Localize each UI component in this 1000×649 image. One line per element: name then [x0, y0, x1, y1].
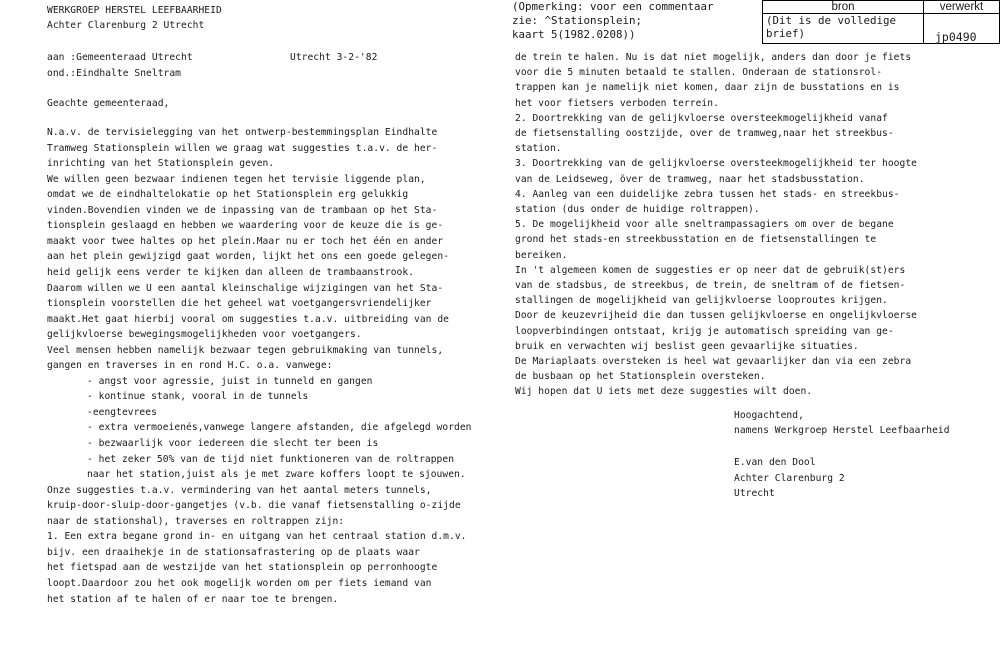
- text-line: 4. Aanleg van een duidelijke zebra tussen het stads- en streekbus-: [515, 188, 900, 200]
- text-line: vinden.Bovendien vinden we de inpassing van de trambaan op het Sta-: [47, 204, 438, 216]
- text-line: kruip-door-sluip-door-gangetjes (v.b. die vanaf fietsenstalling o-zijde: [47, 500, 461, 512]
- text-line: Door de keuzevrijheid die dan tussen gelijkvloerse en ongelijkvloerse: [515, 310, 917, 322]
- text-line: station (dus onder de huidige roltrappen).: [515, 204, 760, 215]
- text-line: 1. Een extra begane grond in- en uitgang van het centraal station d.m.v.: [47, 531, 467, 543]
- text-line: N.a.v. de tervisielegging van het ontwerp-bestemmingsplan Eindhalte: [47, 127, 438, 138]
- text-line: voor die 5 minuten betaald te stallen. Onderaan de stationsrol-: [515, 67, 883, 79]
- text-line: maakt.Het gaat hierbij vooral om suggesties t.a.v. uitbreiding van de: [47, 313, 449, 325]
- text-line: bijv. een draaihekje in de stationsafrastering op de plaats waar: [47, 546, 420, 558]
- text-line: - angst voor agressie, juist in tunneld en gangen: [87, 375, 373, 387]
- text-line: maakt voor twee haltes op het plein.Maar nu er toch het één en ander: [47, 235, 444, 247]
- text-line: inrichting van het Stationsplein geven.: [47, 158, 275, 170]
- text-line: - kontinue stank, vooral in de tunnels: [87, 391, 309, 403]
- annotation-line: (Opmerking: voor een commentaar: [512, 0, 714, 13]
- signatory-name: E.van den Dool: [734, 457, 816, 468]
- text-line: 2. Doortrekking van de gelijkvloerse oversteekmogelijkheid vanaf: [515, 112, 888, 124]
- text-line: station.: [515, 143, 562, 155]
- text-line: De Mariaplaats oversteken is heel wat gevaarlijker dan via een zebra: [515, 356, 912, 367]
- source-text-line: brief): [766, 27, 806, 40]
- text-line: 3. Doortrekking van de gelijkvloerse oversteekmogelijkheid ter hoogte: [515, 158, 917, 170]
- text-line: trappen kan je namelijk niet komen, daar zijn de busstations en is: [515, 82, 900, 94]
- text-line: - het zeker 50% van de tijd niet funktioneren van de roltrappen: [87, 453, 455, 465]
- text-line: het fietspad aan de westzijde van het stationsplein op perronhoogte: [47, 562, 438, 574]
- closing-greeting: Hoogachtend,: [734, 410, 804, 421]
- archive-annotation: [512, 0, 762, 42]
- text-line: het voor fietsers verboden terrein.: [515, 97, 719, 109]
- text-line: heid gelijk eens verder te kijken dan alleen de trambaanstrook.: [47, 266, 415, 278]
- text-line: gelijkvloerse bewegingsmogelijkheden voor voetgangers.: [47, 329, 362, 341]
- organization-address: Achter Clarenburg 2 Utrecht: [47, 20, 205, 31]
- text-line: - extra vermoeienés,vanwege langere afstanden, die afgelegd worden: [87, 422, 472, 434]
- text-line: In 't algemeen komen de suggesties er op neer dat de gebruik(st)ers: [515, 264, 906, 276]
- signatory-street: Achter Clarenburg 2: [734, 473, 845, 484]
- text-line: - bezwaarlijk voor iedereen die slecht ter been is: [87, 438, 379, 449]
- source-label: bron: [762, 0, 924, 14]
- text-line: loopverbindingen ontstaat, krijg je automatisch spreiding van ge-: [515, 325, 894, 337]
- text-line: tionsplein voorstellen die het geheel wat voetgangersvriendelijker: [47, 298, 432, 310]
- text-line: de busbaan op het Stationsplein oversteken.: [515, 371, 766, 383]
- text-line: het station af te halen of er naar toe te brengen.: [47, 593, 339, 605]
- annotation-line: zie: ^Stationsplein;: [512, 14, 643, 27]
- processed-label: verwerkt: [923, 0, 1000, 14]
- source-cell: [762, 13, 924, 44]
- text-line: van de stadsbus, de streekbus, de trein, de sneltram of de fietsen-: [515, 280, 906, 291]
- text-line: Onze suggesties t.a.v. vermindering van het aantal meters tunnels,: [47, 484, 432, 496]
- signatory-organization: namens Werkgroep Herstel Leefbaarheid: [734, 425, 950, 436]
- text-line: van de Leidseweg, över de tramweg, naar het stadsbusstation.: [515, 173, 865, 185]
- source-box: [762, 0, 1000, 44]
- text-line: naar het station,juist als je met zware koffers loopt te sjouwen.: [87, 469, 466, 481]
- letter-date: Utrecht 3-2-'82: [290, 52, 378, 63]
- text-line: bruik en verwachten wij beslist geen gevaarlijke situaties.: [515, 340, 859, 352]
- text-line: grond het stads-en streekbusstation en de fietsenstallingen te: [515, 234, 877, 246]
- text-line: omdat we de eindhaltelokatie op het Stationsplein erg gelukkig: [47, 189, 409, 201]
- text-line: naar de stationshal), traverses en roltrappen zijn:: [47, 515, 345, 527]
- signatory-city: Utrecht: [734, 488, 775, 499]
- text-line: loopt.Daardoor zou het ook mogelijk worden om per fiets iemand van: [47, 577, 432, 589]
- source-text-line: (Dit is de volledige: [766, 14, 897, 27]
- text-line: gangen en traverses in en rond H.C. o.a. vanwege:: [47, 360, 333, 372]
- text-line: Daarom willen we U een aantal kleinschalige wijzigingen van het Sta-: [47, 282, 444, 294]
- text-line: Tramweg Stationsplein willen we graag wat suggesties t.a.v. de her-: [47, 142, 438, 154]
- letter-subject: ond.:Eindhalte Sneltram: [47, 68, 181, 79]
- text-line: aan het plein gewijzigd gaat worden, lijkt het ons een goede gelegen-: [47, 251, 449, 263]
- archive-code: jp0490: [935, 30, 977, 44]
- text-line: -eengtevrees: [87, 406, 157, 418]
- text-line: We willen geen bezwaar indienen tegen het tervisie liggende plan,: [47, 173, 426, 185]
- salutation: Geachte gemeenteraad,: [47, 98, 170, 109]
- text-line: de fietsenstalling oostzijde, over de tramweg,naar het streekbus-: [515, 128, 894, 139]
- text-line: tionsplein geslaagd en hebben we waardering voor de keuze die is ge-: [47, 220, 444, 232]
- text-line: 5. De mogelijkheid voor alle sneltrampassagiers om over de begane: [515, 219, 894, 231]
- text-line: bereiken.: [515, 249, 568, 261]
- recipient: aan :Gemeenteraad Utrecht: [47, 52, 193, 63]
- text-line: de trein te halen. Nu is dat niet mogelijk, anders dan door je fiets: [515, 52, 912, 63]
- processed-cell: [923, 13, 1000, 44]
- annotation-line: kaart 5(1982.0208)): [512, 28, 636, 41]
- text-line: Veel mensen hebben namelijk bezwaar tegen gebruikmaking van tunnels,: [47, 344, 444, 356]
- organization-name: WERKGROEP HERSTEL LEEFBAARHEID: [47, 5, 222, 16]
- text-line: Wij hopen dat U iets met deze suggesties wilt doen.: [515, 386, 813, 398]
- text-line: stallingen de mogelijkheid van gelijkvloerse looproutes krijgen.: [515, 295, 888, 307]
